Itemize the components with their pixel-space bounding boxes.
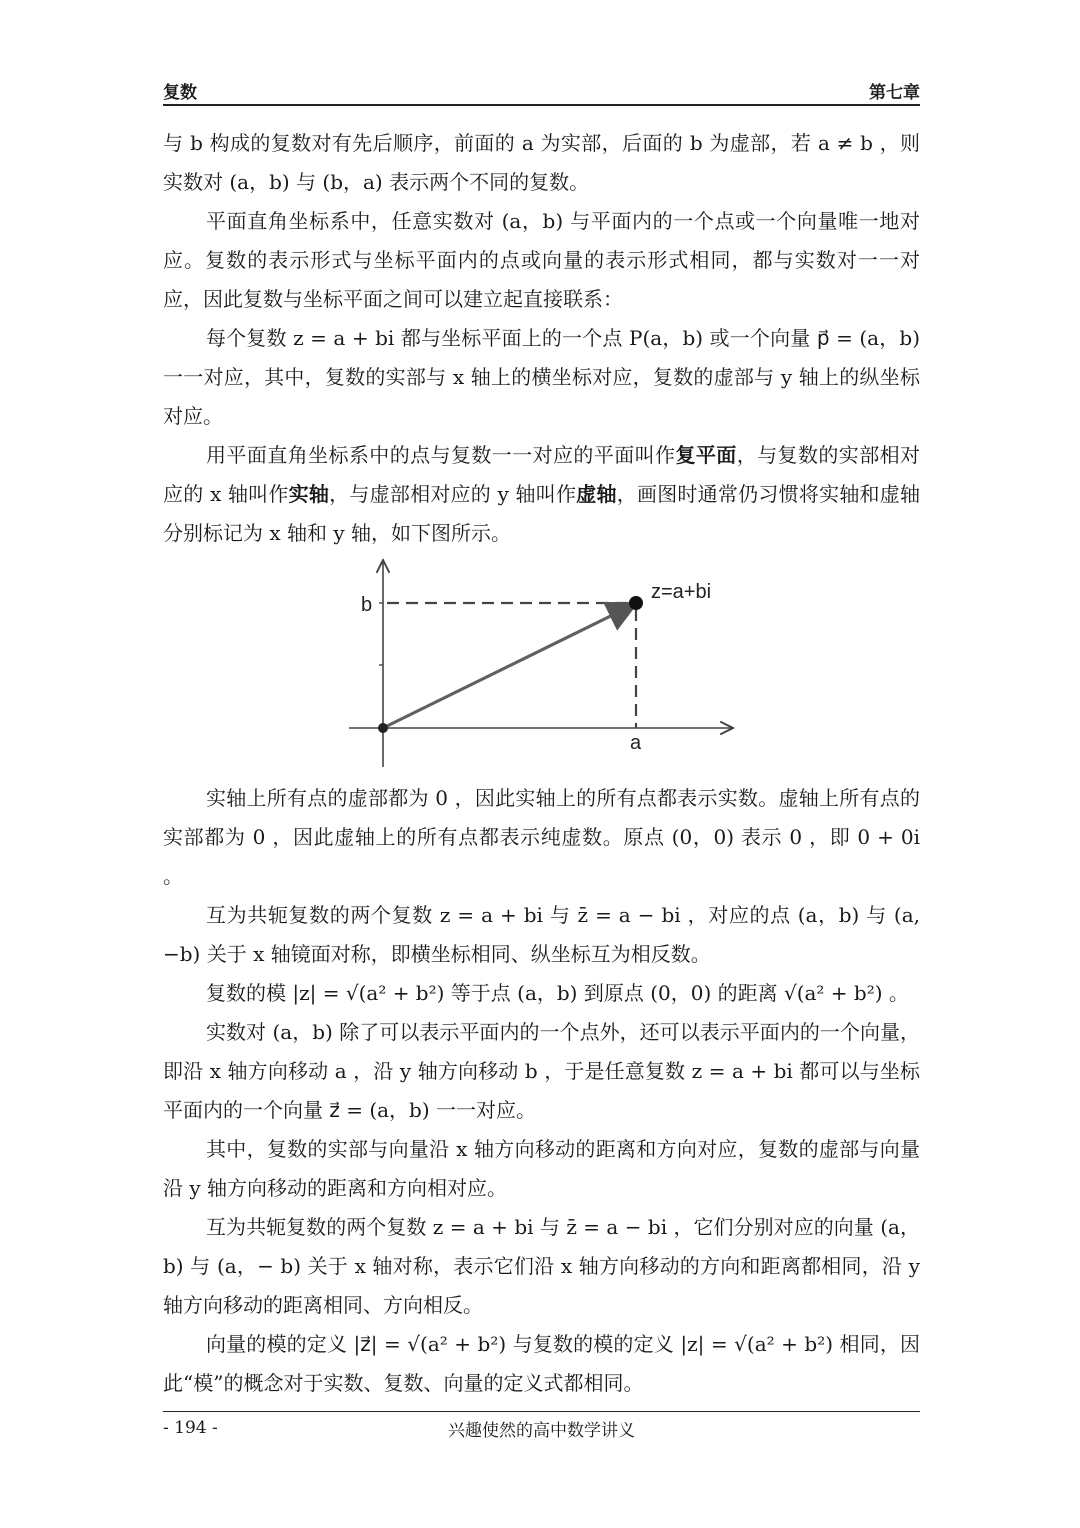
paragraph: 平面直角坐标系中，任意实数对 (a，b) 与平面内的一个点或一个向量唯一地对应。复数的表示形式与坐标平面内的点或向量的表示形式相同，都与实数对一一对应，因此复数与坐标平面之间可以建立起直接联系：: [163, 209, 920, 311]
book-title: 兴趣使然的高中数学讲义: [448, 1421, 635, 1441]
paragraph: 每个复数 z = a + bi 都与坐标平面上的一个点 P(a，b) 或一个向量 p⃗ = (a，b) 一一对应，其中，复数的实部与 x 轴上的横坐标对应，复数的虚部与 y 轴上的纵坐标对应。: [163, 326, 920, 428]
term-complex-plane: 复平面: [675, 443, 737, 467]
origin-point: [378, 723, 388, 733]
text-run: 用平面直角坐标系中的点与复数一一对应的平面叫作: [206, 443, 676, 467]
paragraph-complex-plane: [163, 436, 920, 553]
point-z: [629, 596, 643, 610]
page-body: [163, 124, 920, 1403]
page-footer: [163, 1411, 920, 1441]
text-run: ，与虚部相对应的 y 轴叫作: [329, 482, 577, 506]
complex-plane-figure: [163, 557, 920, 777]
header-chapter-topic: 复数: [163, 83, 197, 103]
paragraph: 互为共轭复数的两个复数 z = a + bi 与 z̄ = a − bi ，它们分别对应的向量 (a，b) 与 (a，− b) 关于 x 轴对称，表示它们沿 x 轴方向移动的方向和距离都相同，沿 y 轴方向移动的距离相同、方向相反。: [163, 1215, 920, 1317]
term-real-axis: 实轴: [288, 482, 330, 506]
complex-plane-diagram: [163, 557, 920, 777]
text-run: ，画图时通常仍习惯将实轴和虚轴分别标记为 x 轴和 y 轴，如下图所示。: [163, 482, 921, 545]
term-imaginary-axis: 虚轴: [576, 482, 617, 506]
page-header: [163, 74, 920, 106]
text-run: ，与复数的实部相对应的 x 轴叫作: [163, 443, 921, 506]
vector-arrow: [383, 605, 633, 728]
point-z-label: z=a+bi: [651, 581, 712, 603]
paragraph: 其中，复数的实部与向量沿 x 轴方向移动的距离和方向对应，复数的虚部与向量沿 y 轴方向移动的距离和方向相对应。: [163, 1137, 920, 1200]
paragraph: 实轴上所有点的虚部都为 0 ，因此实轴上的所有点都表示实数。虚轴上所有点的实部都为 0 ，因此虚轴上的所有点都表示纯虚数。原点 (0，0) 表示 0 ，即 0 + 0i 。: [163, 786, 920, 888]
paragraph: 复数的模 |z| = √(a² + b²) 等于点 (a，b) 到原点 (0，0) 的距离 √(a² + b²) 。: [206, 981, 909, 1005]
y-label-b: b: [361, 594, 373, 616]
paragraph: 与 b 构成的复数对有先后顺序，前面的 a 为实部，后面的 b 为虚部，若 a ≠ b ，则实数对 (a，b) 与 (b，a) 表示两个不同的复数。: [163, 131, 920, 194]
header-chapter-number: 第七章: [869, 83, 920, 103]
page-number: - 194 -: [163, 1418, 218, 1438]
paragraph: 互为共轭复数的两个复数 z = a + bi 与 z̄ = a − bi ，对应的点 (a，b) 与 (a,−b) 关于 x 轴镜面对称，即横坐标相同、纵坐标互为相反数。: [163, 903, 920, 966]
paragraph: 向量的模的定义 |z⃗| = √(a² + b²) 与复数的模的定义 |z| = √(a² + b²) 相同，因此“模”的概念对于实数、复数、向量的定义式都相同。: [163, 1332, 920, 1395]
x-label-a: a: [630, 732, 642, 754]
paragraph: 实数对 (a，b) 除了可以表示平面内的一个点外，还可以表示平面内的一个向量，即沿 x 轴方向移动 a ，沿 y 轴方向移动 b ，于是任意复数 z = a + bi 都可以与坐标平面内的一个向量 z⃗ = (a，b) 一一对应。: [163, 1020, 920, 1122]
